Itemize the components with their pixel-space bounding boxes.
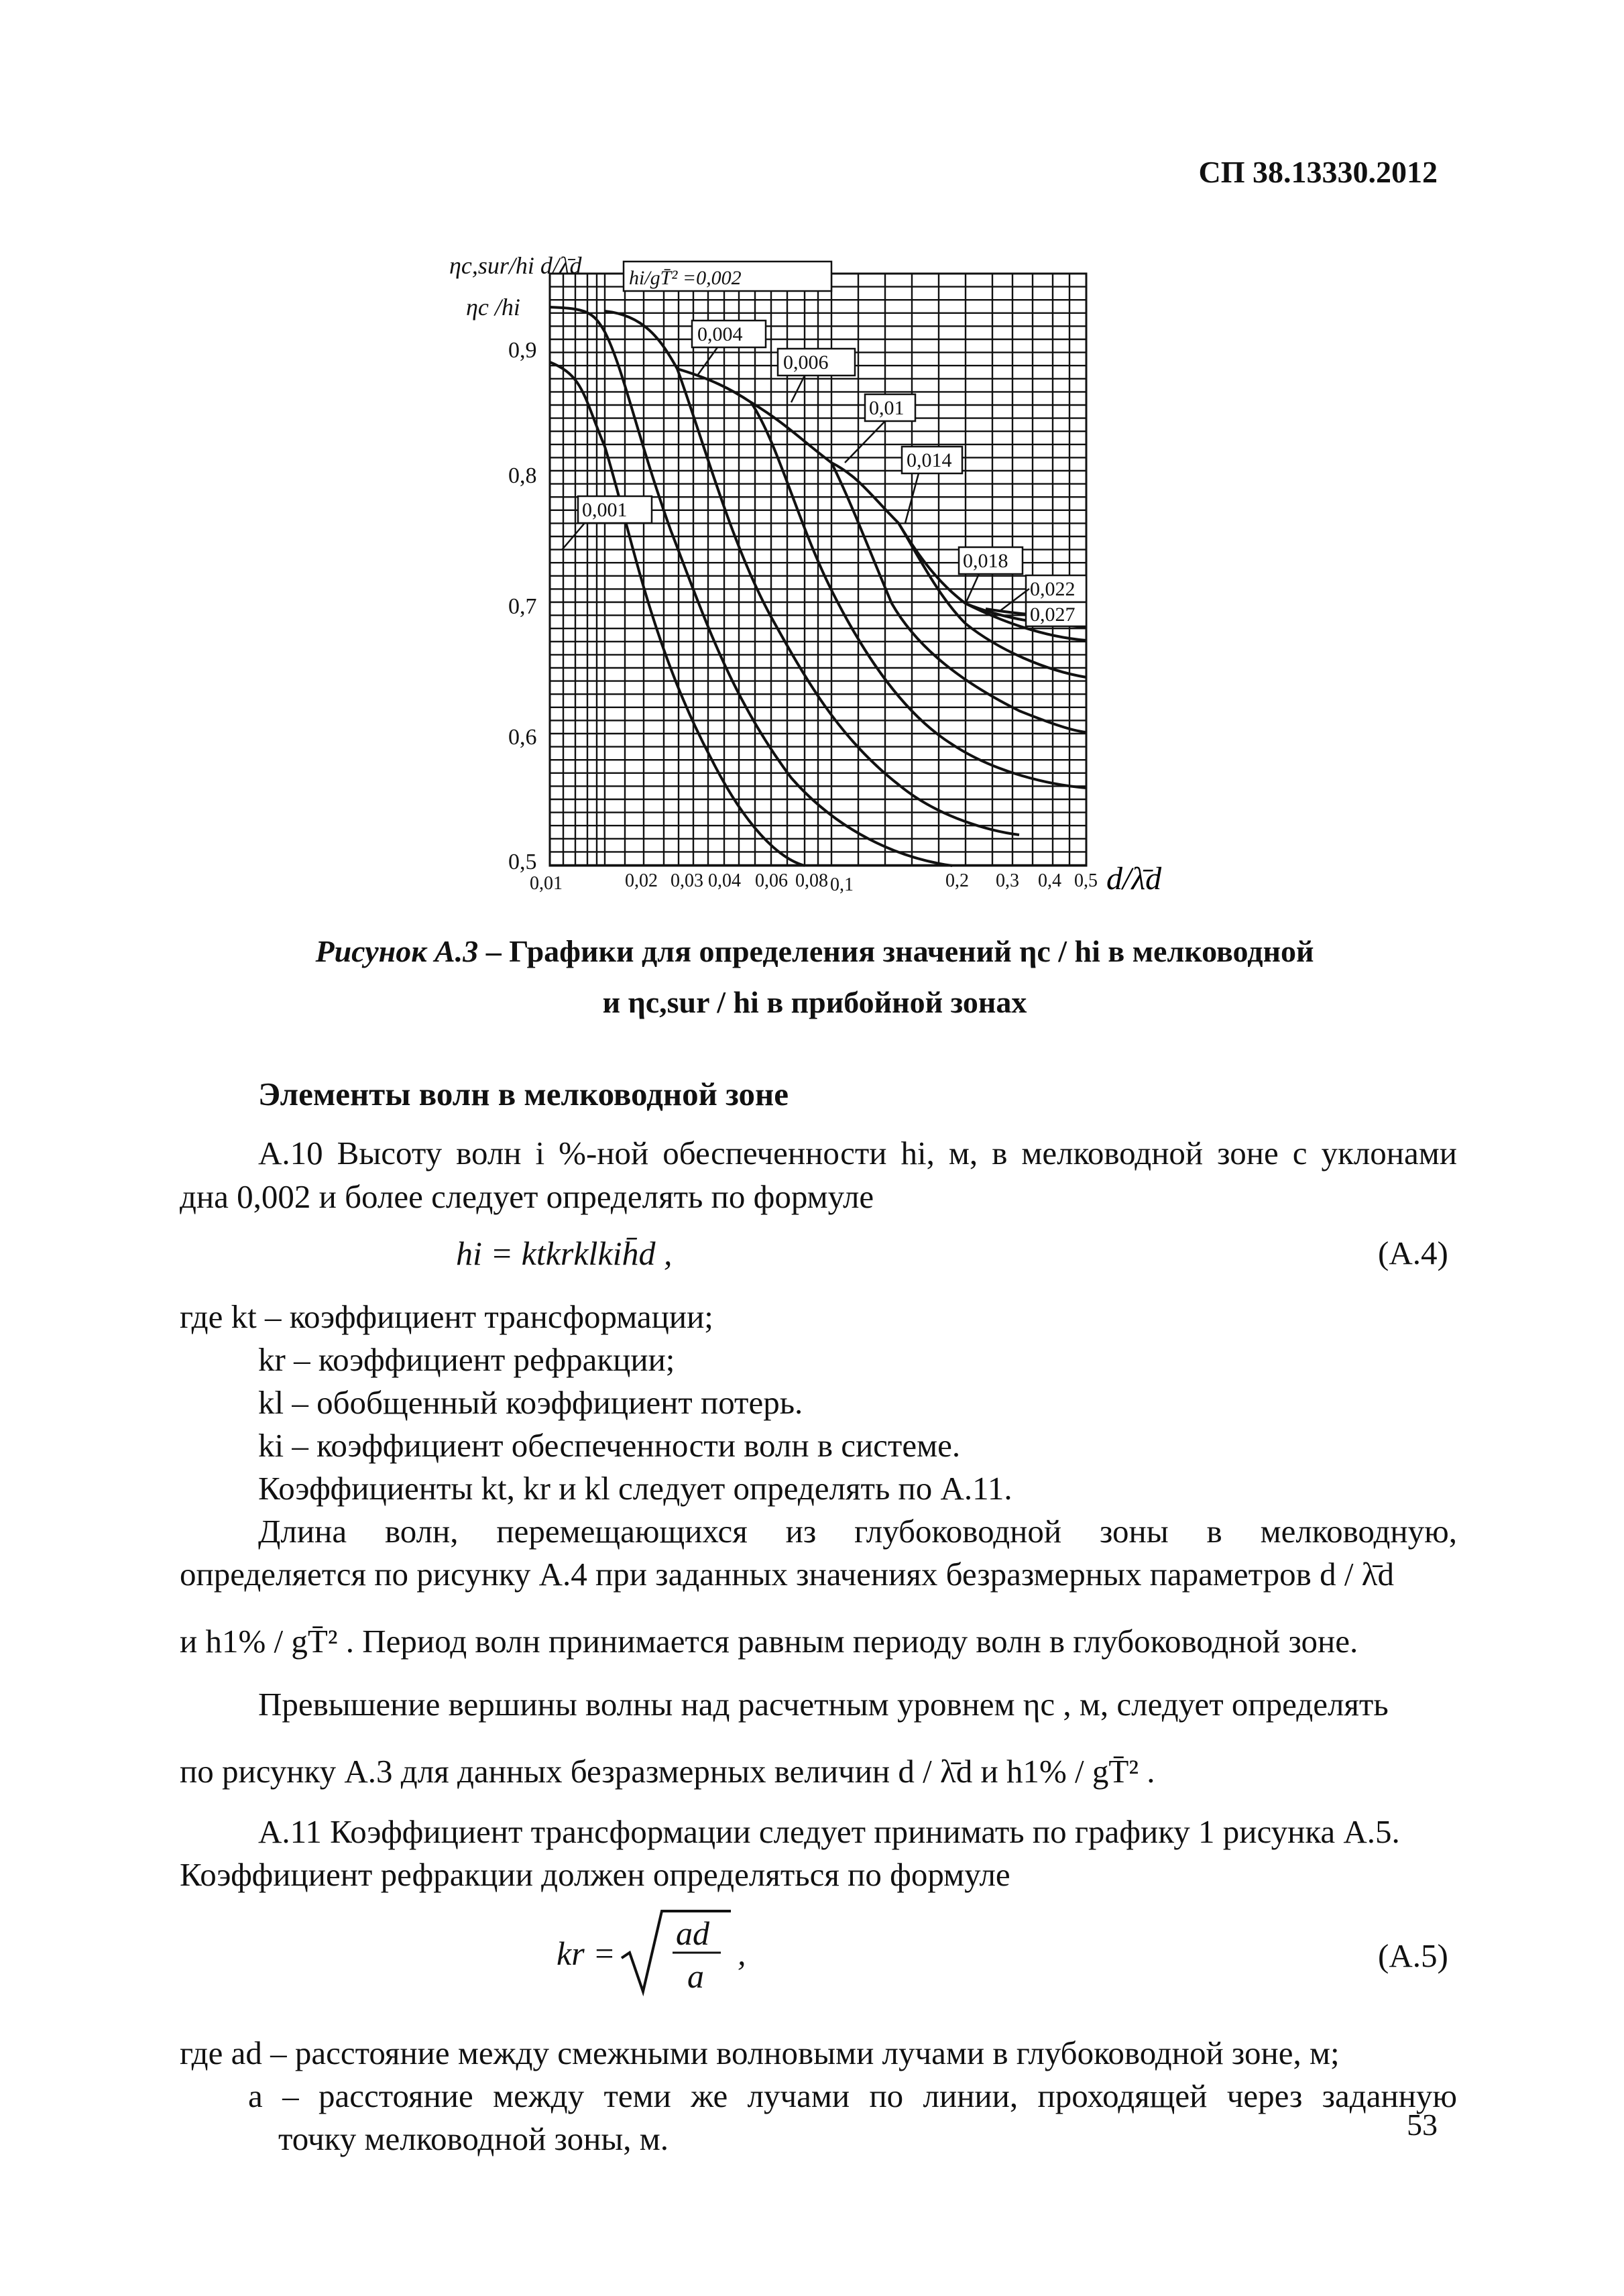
figure-caption-text: Графики для определения значений ηc / hi в мелководной — [509, 934, 1314, 968]
where-kr: kr – коэффициент рефракции; — [258, 1341, 675, 1378]
x-tick-label: 0,01 — [530, 873, 563, 894]
x-tick-label: 0,3 — [996, 870, 1019, 891]
paragraph-a11-line1: А.11 Коэффициент трансформации следует принимать по графику 1 рисунка А.5. — [258, 1813, 1400, 1850]
coefficients-line: Коэффициенты kt, kr и kl следует определять по А.11. — [258, 1470, 1012, 1507]
x-tick-label: 0,1 — [830, 874, 854, 895]
y-tick-label: 0,6 — [508, 725, 537, 750]
formula-a5-number: (А.5) — [1378, 1937, 1448, 1974]
figure-caption-line2: и ηc,sur / hi в прибойной зонах — [602, 985, 1027, 1019]
curve-0-002 — [550, 307, 952, 866]
y-tick-label: 0,5 — [508, 850, 537, 874]
x-tick-label: 0,03 — [671, 870, 703, 891]
where-ki: ki – коэффициент обеспеченности волн в системе. — [258, 1427, 961, 1464]
curve-label: 0,004 — [697, 323, 743, 345]
where-a-line1: a – расстояние между теми же лучами по линии, проходящей через заданную — [248, 2077, 1457, 2114]
wave-length-line3: и h1% / gT̄² . Период волн принимается равным периоду волн в глубоководной зоне. — [180, 1623, 1358, 1660]
x-tick-label: 0,02 — [625, 870, 658, 891]
crest-line1: Превышение вершины волны над расчетным уровнем ηc , м, следует определять — [258, 1686, 1389, 1723]
paragraph-a10-line2: дна 0,002 и более следует определять по формуле — [180, 1178, 874, 1215]
y-axis-label-top: ηc,sur/hi d/λ̄d — [449, 252, 582, 279]
formula-a4: hi = ktkrklkih̄d , — [456, 1235, 673, 1272]
x-tick-label: 0,4 — [1038, 870, 1061, 891]
x-tick-label: 0,2 — [945, 870, 969, 891]
curve-0-004 — [605, 311, 1019, 835]
document-code: СП 38.13330.2012 — [1198, 155, 1438, 189]
y-tick-label: 0,7 — [508, 594, 537, 619]
section-heading: Элементы волн в мелководной зоне — [258, 1076, 789, 1112]
figure-caption-dash: – — [478, 934, 510, 968]
figure-caption-prefix: Рисунок А.3 — [315, 934, 479, 968]
x-tick-label: 0,08 — [795, 870, 828, 891]
where-kl: kl – обобщенный коэффициент потерь. — [258, 1384, 803, 1421]
where-ad: где ad – расстояние между смежными волновыми лучами в глубоководной зоне, м; — [180, 2034, 1340, 2071]
where-kt: где kt – коэффициент трансформации; — [180, 1298, 713, 1335]
curve-label: 0,022 — [1030, 578, 1076, 600]
page-number: 53 — [1407, 2108, 1438, 2142]
x-axis-label: d/λ̄d — [1106, 861, 1162, 897]
curve-label: 0,006 — [783, 351, 829, 374]
wave-length-line2: определяется по рисунку А.4 при заданных значениях безразмерных параметров d / λ̄d — [180, 1556, 1394, 1593]
formula-a5-lhs: kr = — [557, 1935, 616, 1972]
x-tick-label: 0,06 — [755, 870, 788, 891]
x-tick-label: 0,04 — [708, 870, 741, 891]
formula-a5-denominator: a — [687, 1957, 704, 1995]
curve-label: 0,027 — [1030, 604, 1076, 626]
y-axis-label-sub: ηc /hi — [466, 294, 520, 321]
formula-a5-numerator: ad — [676, 1914, 709, 1952]
y-tick-label: 0,9 — [508, 338, 537, 363]
figure-caption-line1 — [302, 933, 1328, 969]
crest-line2: по рисунку А.3 для данных безразмерных величин d / λ̄d и h1% / gT̄² . — [180, 1753, 1155, 1790]
curve-label: 0,001 — [582, 499, 628, 521]
paragraph-a11-line2: Коэффициент рефракции должен определяться по формуле — [180, 1856, 1010, 1893]
curve-label: 0,018 — [963, 550, 1008, 572]
where-a-line2: точку мелководной зоны, м. — [278, 2120, 669, 2157]
figure-a3-chart — [429, 241, 1220, 899]
formula-a5-comma: , — [738, 1935, 746, 1972]
wave-length-line1: Длина волн, перемещающихся из глубоководной зоны в мелководную, — [258, 1513, 1457, 1550]
paragraph-a10-line1: А.10 Высоту волн i %-ной обеспеченности hi, м, в мелководной зоне с уклонами — [258, 1135, 1457, 1171]
y-tick-label: 0,8 — [508, 463, 537, 488]
param-label: hi/gT̄² =0,002 — [629, 267, 742, 289]
formula-a4-number: (А.4) — [1378, 1235, 1448, 1271]
curve-label: 0,014 — [907, 449, 952, 471]
x-tick-label: 0,5 — [1074, 870, 1098, 891]
curve-label: 0,01 — [869, 397, 905, 419]
formula-a5 — [557, 1904, 778, 1998]
